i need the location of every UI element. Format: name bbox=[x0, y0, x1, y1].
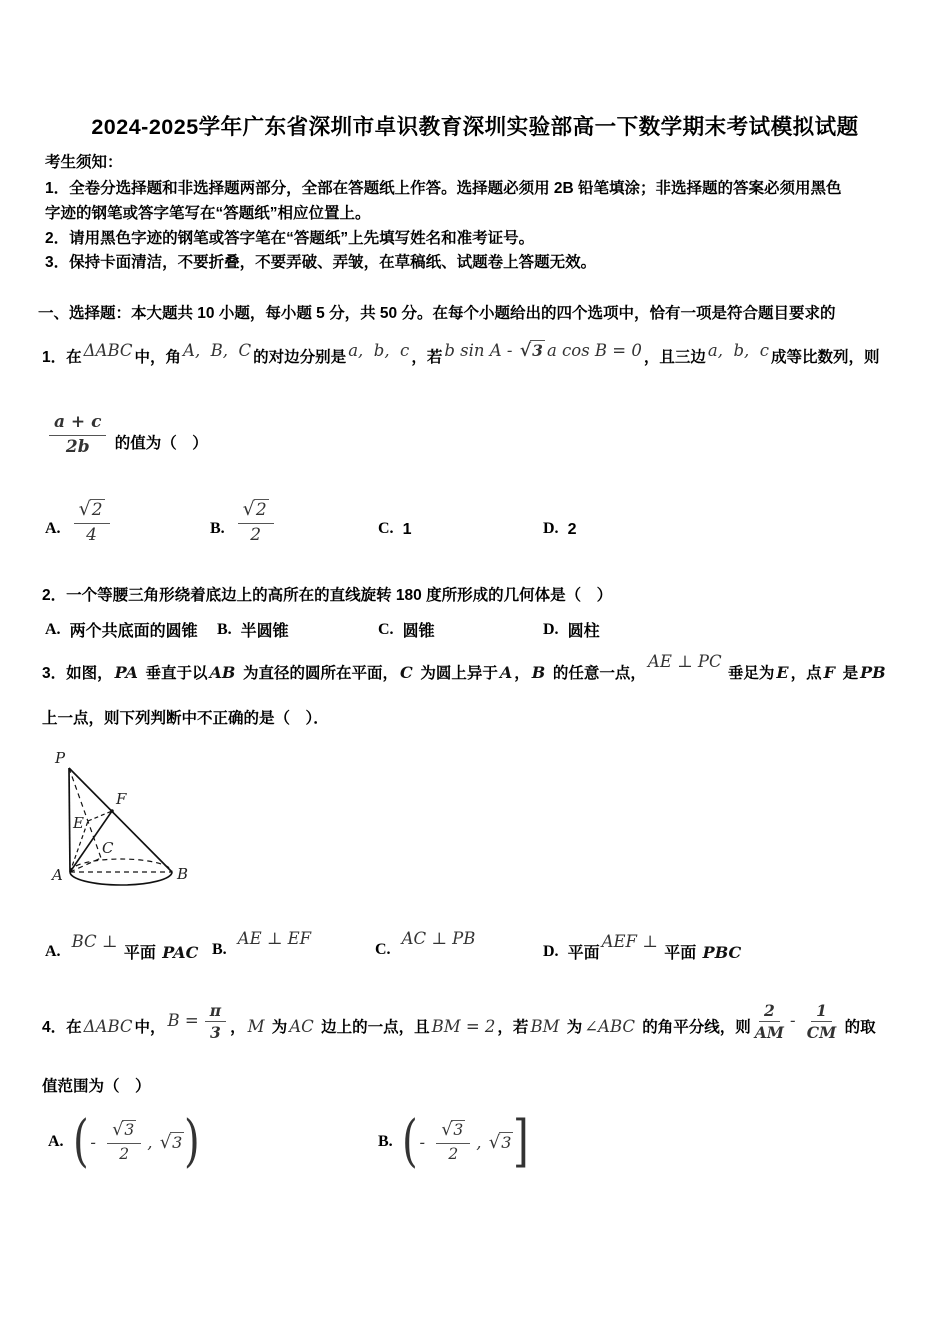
option-value: AE ⊥ EF bbox=[237, 929, 312, 948]
edge-PA bbox=[69, 768, 70, 872]
edge-PC bbox=[69, 768, 101, 858]
notice-line-1: 1．全卷分选择题和非选择题两部分，全部在答题纸上作答。选择题必须用 2B 铅笔填涂；非选择题的答案必须用黑色 bbox=[45, 180, 842, 197]
option-label: A. bbox=[45, 520, 61, 537]
q1-option-b bbox=[210, 494, 278, 550]
option-label: B. bbox=[212, 941, 227, 958]
option-value: ( - $\frac{√3}{2}$ , √3 ) bbox=[72, 1109, 201, 1174]
q2-option-b bbox=[217, 618, 289, 641]
option-value: 1 bbox=[402, 521, 412, 538]
option-label: C. bbox=[378, 620, 394, 638]
page-title: 2024-2025学年广东省深圳市卓识教育深圳实验部高一下数学期末考试模拟试题 bbox=[91, 115, 859, 139]
option-value: $\frac{√2}{2}$ bbox=[234, 499, 278, 544]
q4-stem-line1: 4．在 ΔABC 中， B = $\frac{\pi}{3}$ ， M 为 AC 边上的一点，且 BM = 2 ，若 BM 为 ∠ABC 的角平分线，则 $\frac{2}{AM}$ - $\frac{1}{CM}$ 的取 bbox=[42, 1001, 876, 1043]
q1-value-expression: $\frac{a + c}{2b}$ 的值为（ ） bbox=[45, 413, 208, 457]
option-value: 2 bbox=[567, 521, 577, 538]
label-C: C bbox=[102, 839, 114, 857]
option-label: D. bbox=[543, 942, 559, 960]
q4-option-a bbox=[48, 1102, 200, 1182]
q1-option-a bbox=[45, 494, 114, 550]
option-label: C. bbox=[375, 941, 391, 958]
option-value: 平面AEF ⊥ 平面 PBC bbox=[567, 932, 742, 962]
q3-options bbox=[0, 929, 950, 970]
option-label: D. bbox=[543, 620, 559, 638]
ellipse-back-arc bbox=[70, 859, 172, 872]
q3-option-b bbox=[212, 929, 313, 960]
notice-heading: 考生须知： bbox=[45, 154, 123, 171]
option-value: 圆锥 bbox=[402, 623, 435, 640]
q1-option-d bbox=[543, 494, 576, 550]
option-label: A. bbox=[48, 1133, 64, 1150]
option-value: 圆柱 bbox=[567, 623, 600, 640]
option-label: B. bbox=[217, 620, 232, 638]
point-F bbox=[110, 809, 114, 813]
q2-stem: 2．一个等腰三角形绕着底边上的高所在的直线旋转 180 度所形成的几何体是（ ） bbox=[42, 587, 613, 604]
option-label: A. bbox=[45, 620, 61, 638]
option-label: D. bbox=[543, 520, 559, 537]
q3-option-a bbox=[45, 932, 200, 963]
q4-options bbox=[0, 1102, 950, 1182]
q3-stem-line1: 3．如图， PA 垂直于以 AB 为直径的圆所在平面， C 为圆上异于 A ， B 的任意一点，AE ⊥ PC 垂足为 E ，点 F 是 PB bbox=[42, 652, 886, 682]
label-E: E bbox=[73, 814, 84, 832]
q2-option-a bbox=[45, 618, 198, 641]
q3-option-c bbox=[375, 929, 477, 960]
option-value: AC ⊥ PB bbox=[401, 929, 476, 948]
label-P: P bbox=[55, 749, 66, 767]
notice-line-2: 字迹的钢笔或答字笔写在“答题纸”相应位置上。 bbox=[45, 205, 371, 222]
option-value: 两个共底面的圆锥 bbox=[69, 623, 198, 640]
q3-option-d bbox=[543, 932, 743, 963]
label-B: B bbox=[177, 865, 189, 883]
option-value: BC ⊥ 平面 PAC bbox=[71, 932, 199, 962]
option-value: ( - $\frac{√3}{2}$ , √3 ] bbox=[401, 1109, 530, 1174]
q2-options bbox=[0, 618, 950, 643]
q4-stem-line2: 值范围为（ ） bbox=[42, 1078, 151, 1095]
q2-option-c bbox=[378, 618, 435, 641]
q4-option-b bbox=[378, 1102, 529, 1182]
q1-stem: 1．在 ΔABC 中，角 A, B, C 的对边分别是 a, b, c ，若 b sin A - √3 a cos B = 0 ，且三边 a, b, c 成等比数列，则 bbox=[42, 341, 880, 366]
label-A: A bbox=[52, 866, 63, 884]
q2-option-d bbox=[543, 618, 600, 641]
notice-line-3: 2．请用黑色字迹的钢笔或答字笔在“答题纸”上先填写姓名和准考证号。 bbox=[45, 230, 535, 247]
q3-figure bbox=[25, 746, 215, 898]
option-value: 半圆锥 bbox=[240, 623, 289, 640]
q3-stem-line2: 上一点，则下列判断中不正确的是（ ）． bbox=[42, 710, 329, 727]
q1-options bbox=[0, 494, 950, 550]
q1-option-c bbox=[378, 494, 411, 550]
option-label: B. bbox=[210, 520, 225, 537]
option-label: B. bbox=[378, 1133, 393, 1150]
notice-line-4: 3．保持卡面清洁，不要折叠，不要弄破、弄皱，在草稿纸、试题卷上答题无效。 bbox=[45, 254, 597, 271]
option-value: $\frac{√2}{4}$ bbox=[70, 499, 114, 544]
option-label: A. bbox=[45, 942, 61, 960]
edge-PB bbox=[69, 768, 172, 872]
option-label: C. bbox=[378, 520, 394, 537]
ellipse-front-arc bbox=[70, 872, 172, 885]
label-F: F bbox=[116, 790, 127, 808]
section1-heading: 一、选择题：本大题共 10 小题，每小题 5 分，共 50 分。在每个小题给出的四个选项中，恰有一项是符合题目要求的 bbox=[38, 305, 836, 322]
